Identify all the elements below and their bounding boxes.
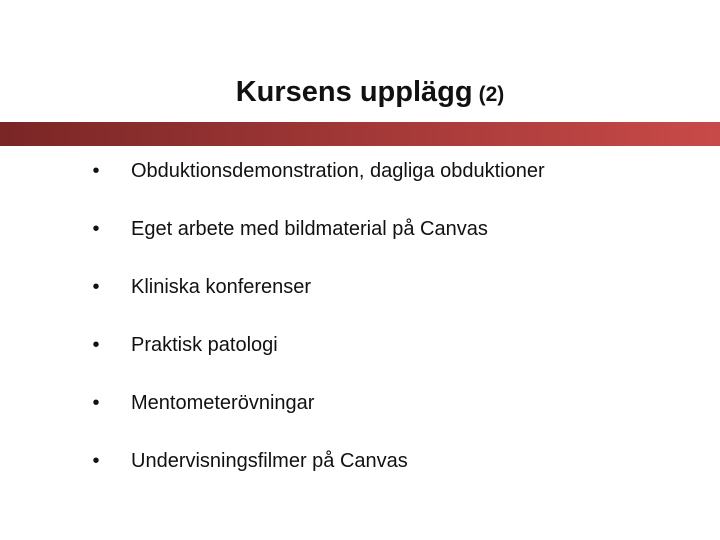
bullet-text: Kliniska konferenser (131, 276, 312, 298)
bullet-text: Obduktionsdemonstration, dagliga obduktioner (131, 160, 545, 182)
slide-title-suffix: (2) (478, 83, 505, 106)
bullet-item (0, 150, 720, 208)
bullet-icon: • (92, 450, 100, 472)
bullet-icon: • (92, 392, 100, 414)
slide-title-main: Kursens upplägg (235, 76, 473, 108)
bullet-text: Praktisk patologi (131, 334, 278, 356)
bullet-list (0, 150, 720, 498)
bullet-icon: • (92, 160, 100, 182)
bullet-item (0, 440, 720, 498)
bullet-item (0, 324, 720, 382)
bullet-item (0, 266, 720, 324)
bullet-text: Eget arbete med bildmaterial på Canvas (131, 218, 488, 240)
bullet-icon: • (92, 218, 100, 240)
slide-title (0, 70, 720, 117)
bullet-text: Undervisningsfilmer på Canvas (131, 450, 408, 472)
title-divider-bar (0, 122, 720, 146)
bullet-item (0, 382, 720, 440)
bullet-text: Mentometerövningar (131, 392, 315, 414)
bullet-item (0, 208, 720, 266)
bullet-icon: • (92, 334, 100, 356)
bullet-icon: • (92, 276, 100, 298)
